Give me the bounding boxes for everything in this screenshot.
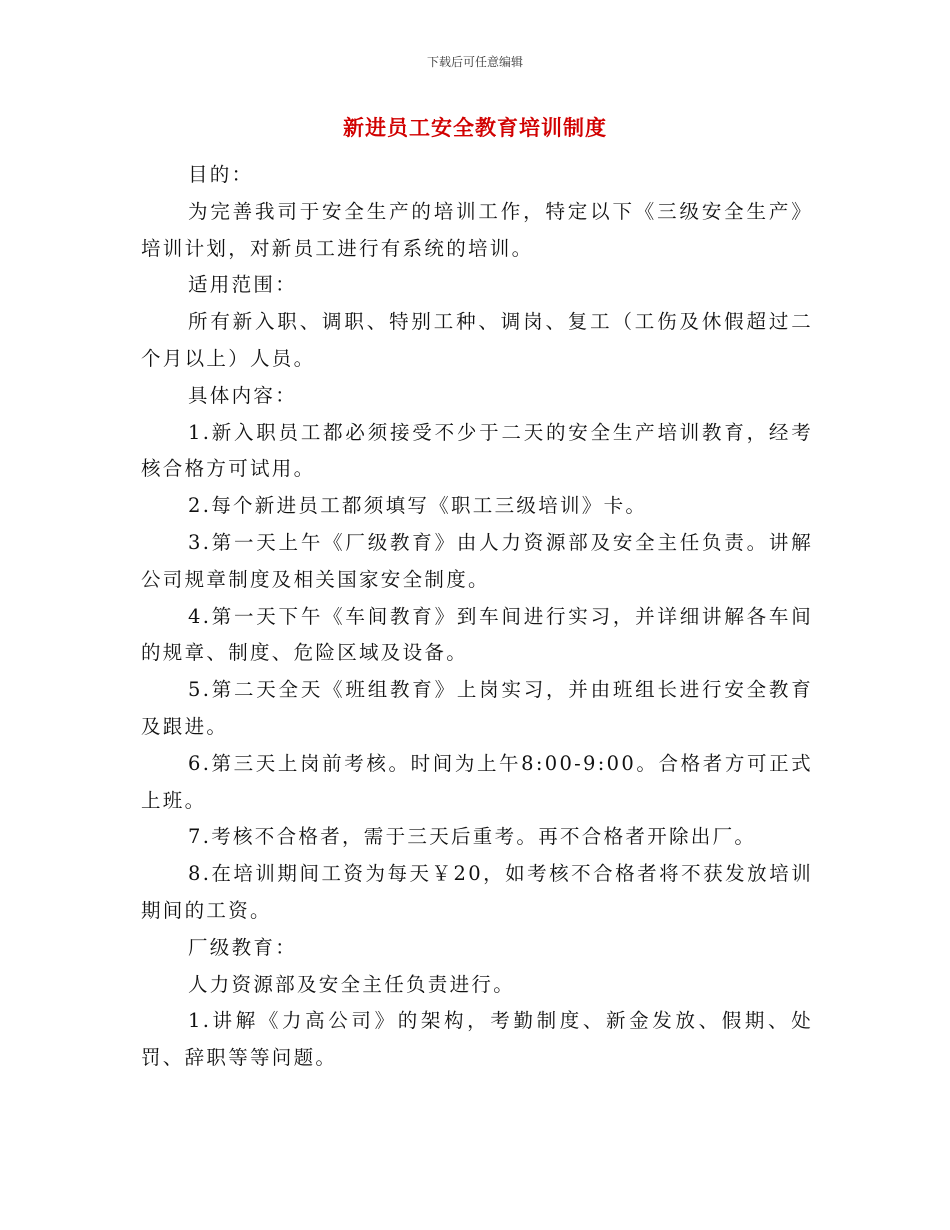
- content-item-3: 3.第一天上午《厂级教育》由人力资源部及安全主任负责。讲解公司规章制度及相关国家安全制度。: [141, 530, 813, 591]
- content-item-2: 2.每个新进员工都须填写《职工三级培训》卡。: [188, 494, 648, 518]
- header-note: 下载后可任意编辑: [426, 55, 523, 69]
- content-item-6: 6.第三天上岗前考核。时间为上午8:00-9:00。合格者方可正式上班。: [141, 751, 813, 812]
- factory-education-item-1: 1.讲解《力高公司》的架构，考勤制度、新金发放、假期、处罚、辞职等等问题。: [141, 1009, 813, 1070]
- content-item-1: 1.新入职员工都必须接受不少于二天的安全生产培训教育，经考核合格方可试用。: [141, 420, 813, 481]
- heading-content: 具体内容：: [188, 383, 298, 407]
- document-body: [141, 157, 813, 1077]
- purpose-text: 为完善我司于安全生产的培训工作，特定以下《三级安全生产》培训计划，对新员工进行有系统的培训。: [141, 199, 813, 260]
- content-item-4: 4.第一天下午《车间教育》到车间进行实习，并详细讲解各车间的规章、制度、危险区域及设备。: [141, 604, 813, 665]
- scope-text: 所有新入职、调职、特别工种、调岗、复工（工伤及休假超过二个月以上）人员。: [141, 310, 813, 370]
- heading-purpose: 目的：: [188, 163, 254, 186]
- content-item-5: 5.第二天全天《班组教育》上岗实习，并由班组长进行安全教育及跟进。: [141, 678, 813, 738]
- heading-scope: 适用范围：: [188, 273, 298, 297]
- factory-education-text: 人力资源部及安全主任负责进行。: [188, 972, 516, 996]
- content-item-7: 7.考核不合格者，需于三天后重考。再不合格者开除出厂。: [188, 825, 757, 849]
- content-item-8: 8.在培训期间工资为每天￥20，如考核不合格者将不获发放培训期间的工资。: [141, 862, 813, 922]
- heading-factory-education: 厂级教育：: [188, 935, 298, 959]
- document-title: 新进员工安全教育培训制度: [343, 116, 607, 140]
